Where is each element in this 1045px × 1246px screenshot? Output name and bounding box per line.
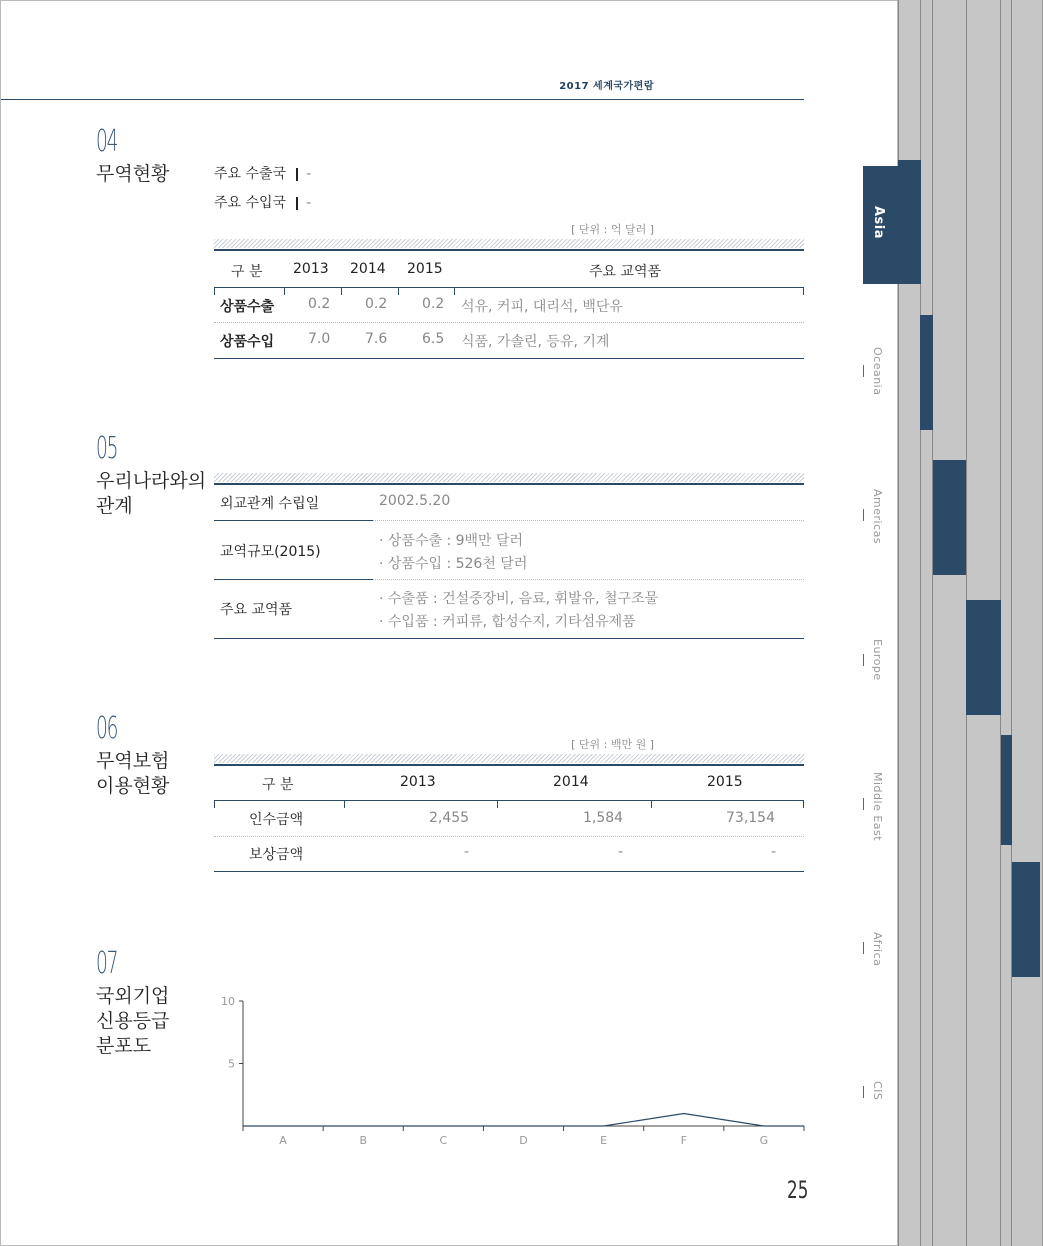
page-edge [1011,0,1043,1246]
trade-header-category: 구 분 [231,264,263,280]
insurance-header-2014: 2014 [553,774,589,790]
insurance-cell: 73,154 [726,810,775,826]
insurance-header-category: 구 분 [262,777,294,793]
relations-row-label: 외교관계 수립일 [220,496,320,512]
relations-row-label: 교역규모(2015) [220,544,321,560]
relations-cell: · 수출품 : 건설중장비, 음료, 휘발유, 철구조물 [379,591,659,607]
trade-unit-note: [ 단위 : 억 달러 ] [571,223,654,236]
relations-cell: 2002.5.20 [379,493,451,509]
edge-tab-asia[interactable] [898,160,921,284]
import-label: 주요 수입국 [214,195,287,211]
relations-bottom-rule [214,638,804,639]
chart-y-tick-label: 10 [221,995,235,1008]
insurance-row-label: 인수금액 [249,812,304,828]
side-tab-label-middle-east[interactable]: Middle East [871,772,884,842]
side-tab-label-africa[interactable]: Africa [871,932,884,967]
trade-cell-items: 식품, 가솔린, 등유, 기계 [461,334,610,350]
export-label: 주요 수출국 [214,166,287,182]
section-05-title-line: 관계 [96,495,133,517]
edge-tab-europe[interactable] [966,600,1001,715]
insurance-cell: - [464,844,470,860]
chart-y-tick-label: 5 [228,1057,235,1071]
side-tab-label-asia[interactable]: Asia [871,206,886,240]
relations-row-label: 주요 교역품 [220,602,293,618]
relations-table-hatch [214,473,804,482]
trade-header-items: 주요 교역품 [589,264,662,280]
insurance-cell: 2,455 [429,810,470,826]
chart-x-tick-label: D [519,1134,528,1147]
side-tab-label-cis[interactable]: CIS [871,1081,884,1101]
chart-series-line [243,1114,804,1127]
chart-x-tick-label: G [759,1134,769,1147]
section-06-title-line: 이용현황 [96,775,170,797]
chart-x-tick-label: E [600,1134,608,1147]
tick [214,287,215,295]
trade-cell-items: 석유, 커피, 대리석, 백단유 [461,299,623,315]
trade-row-label: 상품수출 [220,299,275,315]
page-edge-tabs [898,0,1045,1246]
tick [803,800,804,808]
row-divider [373,520,804,521]
section-06-title [96,749,169,799]
tick [341,287,342,295]
insurance-cell: - [771,844,777,860]
side-tab-marker [863,942,864,954]
section-05-number: 05 [96,431,118,466]
section-06-title-line: 무역보험 [96,750,170,772]
tick [803,287,804,295]
relations-top-rule [214,483,804,485]
trade-cell: 0.2 [365,296,388,312]
relations-cell: · 상품수입 : 526천 달러 [379,556,528,572]
trade-cell: 7.6 [365,331,388,347]
relations-label-rule [214,520,373,521]
row-divider [214,836,804,837]
trade-header-2014: 2014 [350,261,386,277]
import-value: - [306,195,312,211]
tick [284,287,285,295]
row-divider [373,579,804,580]
tick [497,800,498,808]
section-05-title [96,469,206,519]
relations-label-rule [214,579,373,580]
section-06-number: 06 [96,711,118,746]
chart-axes [243,1001,804,1126]
trade-cell: 0.2 [308,296,331,312]
side-tab-marker [863,1086,864,1098]
trade-header-2013: 2013 [293,261,329,277]
chart-x-tick-label: C [439,1134,448,1147]
relations-cell: · 상품수출 : 9백만 달러 [379,533,524,549]
chart-x-ticks [243,1126,804,1147]
edge-tab-americas[interactable] [933,460,966,575]
section-07-title-line: 분포도 [96,1035,152,1057]
trade-table-hatch [214,239,804,248]
main-export-countries [214,163,311,183]
trade-cell: 7.0 [308,331,331,347]
trade-table-top-rule [214,249,804,251]
page-edge [932,0,968,1246]
side-tab-label-americas[interactable]: Americas [871,489,884,545]
side-tab-label-europe[interactable]: Europe [871,639,884,681]
tick [344,800,345,808]
section-07-title-line: 신용등급 [96,1010,170,1032]
edge-tab-oceania[interactable] [920,315,933,430]
section-04-title [96,162,169,187]
chart-series [243,1114,804,1127]
header-rule [1,99,804,100]
tick [214,800,215,808]
side-tab-marker [863,509,864,521]
chart-x-tick-label: B [359,1134,367,1147]
insurance-row-label: 보상금액 [249,847,304,863]
side-tab-label-oceania[interactable]: Oceania [871,347,884,396]
insurance-top-rule [214,764,804,766]
trade-header-rule [214,287,804,288]
section-07-number: 07 [96,946,118,981]
edge-tab-africa[interactable] [1012,862,1040,977]
trade-cell: 6.5 [422,331,445,347]
chart-y-ticks [221,995,243,1071]
relations-cell: · 수입품 : 커피류, 합성수지, 기타섬유제품 [379,614,636,630]
side-tab-marker [863,798,864,810]
tick [398,287,399,295]
credit-rating-chart [211,991,811,1151]
chart-x-tick-label: F [680,1134,687,1147]
section-07-title [96,984,169,1059]
export-value: - [306,166,312,182]
main-import-countries [214,192,311,212]
insurance-header-2015: 2015 [707,774,743,790]
section-07-title-line: 국외기업 [96,985,170,1007]
insurance-header-rule [214,800,804,801]
chart-x-tick-label: A [279,1134,287,1147]
section-04-title-line: 무역현황 [96,163,170,185]
insurance-header-2013: 2013 [400,774,436,790]
section-04-number: 04 [96,124,118,159]
tick [651,800,652,808]
insurance-cell: 1,584 [583,810,624,826]
edge-tab-middle-east[interactable] [1001,735,1012,845]
header-title: 2017 세계국가편람 [559,81,654,92]
section-05-title-line: 우리나라와의 [96,470,207,492]
side-tab-marker [863,654,864,666]
insurance-table-hatch [214,754,804,763]
insurance-unit-note: [ 단위 : 백만 원 ] [571,738,654,751]
side-tab-marker [863,365,864,377]
trade-bottom-rule [214,358,804,359]
trade-cell: 0.2 [422,296,445,312]
tick [454,287,455,295]
row-divider [214,322,804,323]
insurance-bottom-rule [214,871,804,872]
page-number: 25 [787,1176,809,1204]
insurance-cell: - [618,844,624,860]
trade-row-label: 상품수입 [220,334,275,350]
trade-header-2015: 2015 [407,261,443,277]
